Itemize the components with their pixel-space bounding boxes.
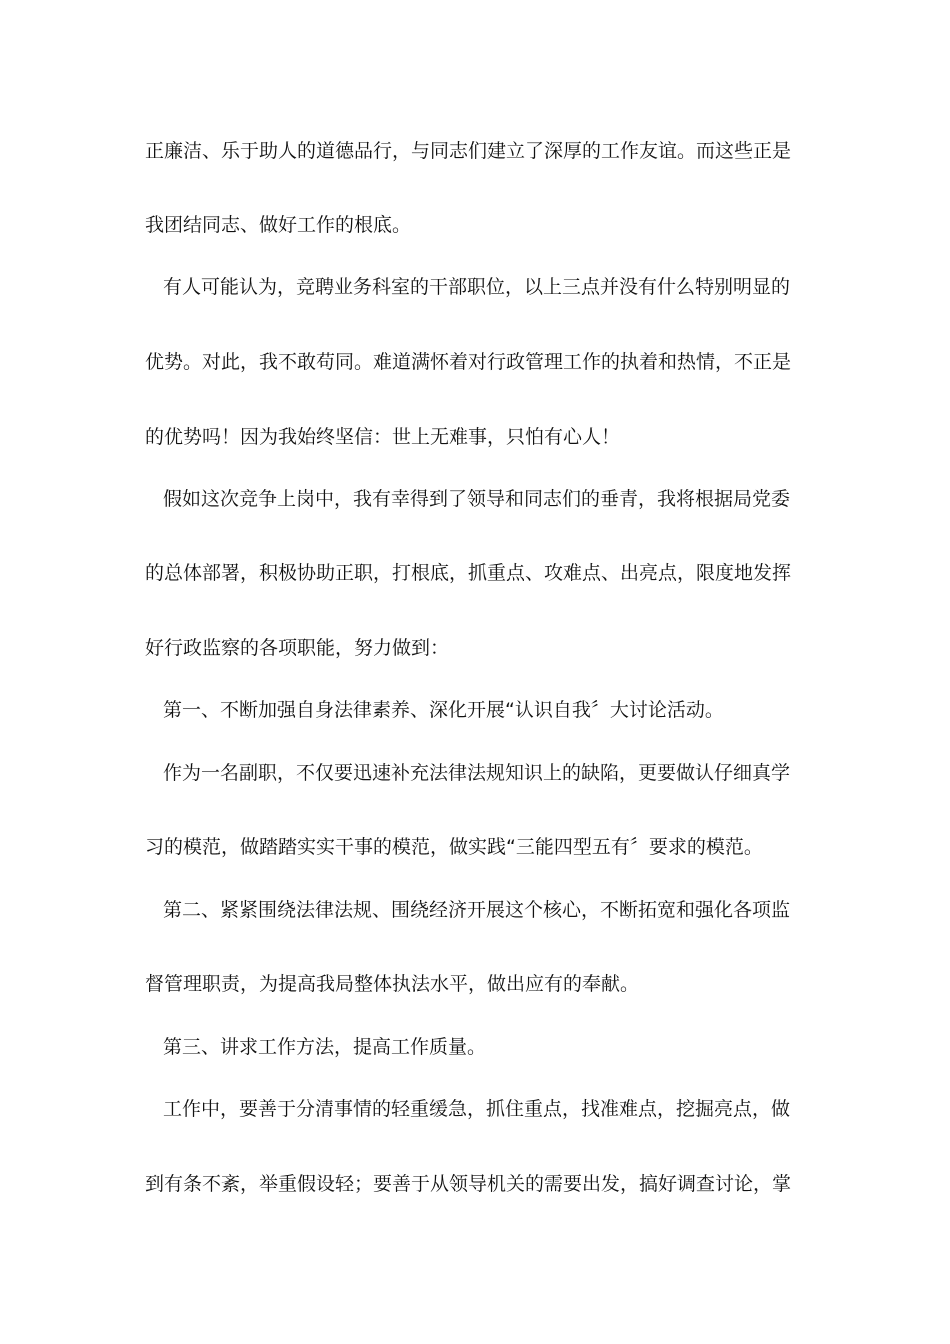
paragraph-start-line: 作为一名副职，不仅要迅速补充法律法规知识上的缺陷，更要做认仔细真学 xyxy=(163,762,791,784)
paragraph-start-line: 工作中，要善于分清事情的轻重缓急，抓住重点，找准难点，挖掘亮点，做 xyxy=(163,1098,791,1120)
text-line: 优势。对此，我不敢苟同。难道满怀着对行政管理工作的执着和热情，不正是 xyxy=(145,351,792,373)
text-line: 到有条不紊，举重假设轻；要善于从领导机关的需要出发，搞好调查讨论，掌 xyxy=(145,1173,792,1195)
paragraph-start-line: 第三、讲求工作方法，提高工作质量。 xyxy=(163,1036,487,1058)
text-line: 督管理职责，为提高我局整体执法水平，做出应有的奉献。 xyxy=(145,973,640,995)
text-line: 好行政监察的各项职能，努力做到： xyxy=(145,637,450,659)
paragraph-start-line: 第二、紧紧围绕法律法规、围绕经济开展这个核心，不断拓宽和强化各项监 xyxy=(163,899,791,921)
text-line: 的总体部署，积极协助正职，打根底，抓重点、攻难点、出亮点，限度地发挥 xyxy=(145,562,792,584)
paragraph-start-line: 假如这次竞争上岗中，我有幸得到了领导和同志们的垂青，我将根据局党委 xyxy=(163,488,791,510)
text-line: 正廉洁、乐于助人的道德品行，与同志们建立了深厚的工作友谊。而这些正是 xyxy=(145,140,792,162)
text-line: 的优势吗！因为我始终坚信：世上无难事，只怕有心人！ xyxy=(145,426,621,448)
text-line: 习的模范，做踏踏实实干事的模范，做实践“三能四型五有〞要求的模范。 xyxy=(145,836,763,858)
paragraph-start-line: 第一、不断加强自身法律素养、深化开展“认识自我〞大讨论活动。 xyxy=(163,699,724,721)
paragraph-start-line: 有人可能认为，竞聘业务科室的干部职位，以上三点并没有什么特别明显的 xyxy=(163,276,791,298)
text-line: 我团结同志、做好工作的根底。 xyxy=(145,214,412,236)
